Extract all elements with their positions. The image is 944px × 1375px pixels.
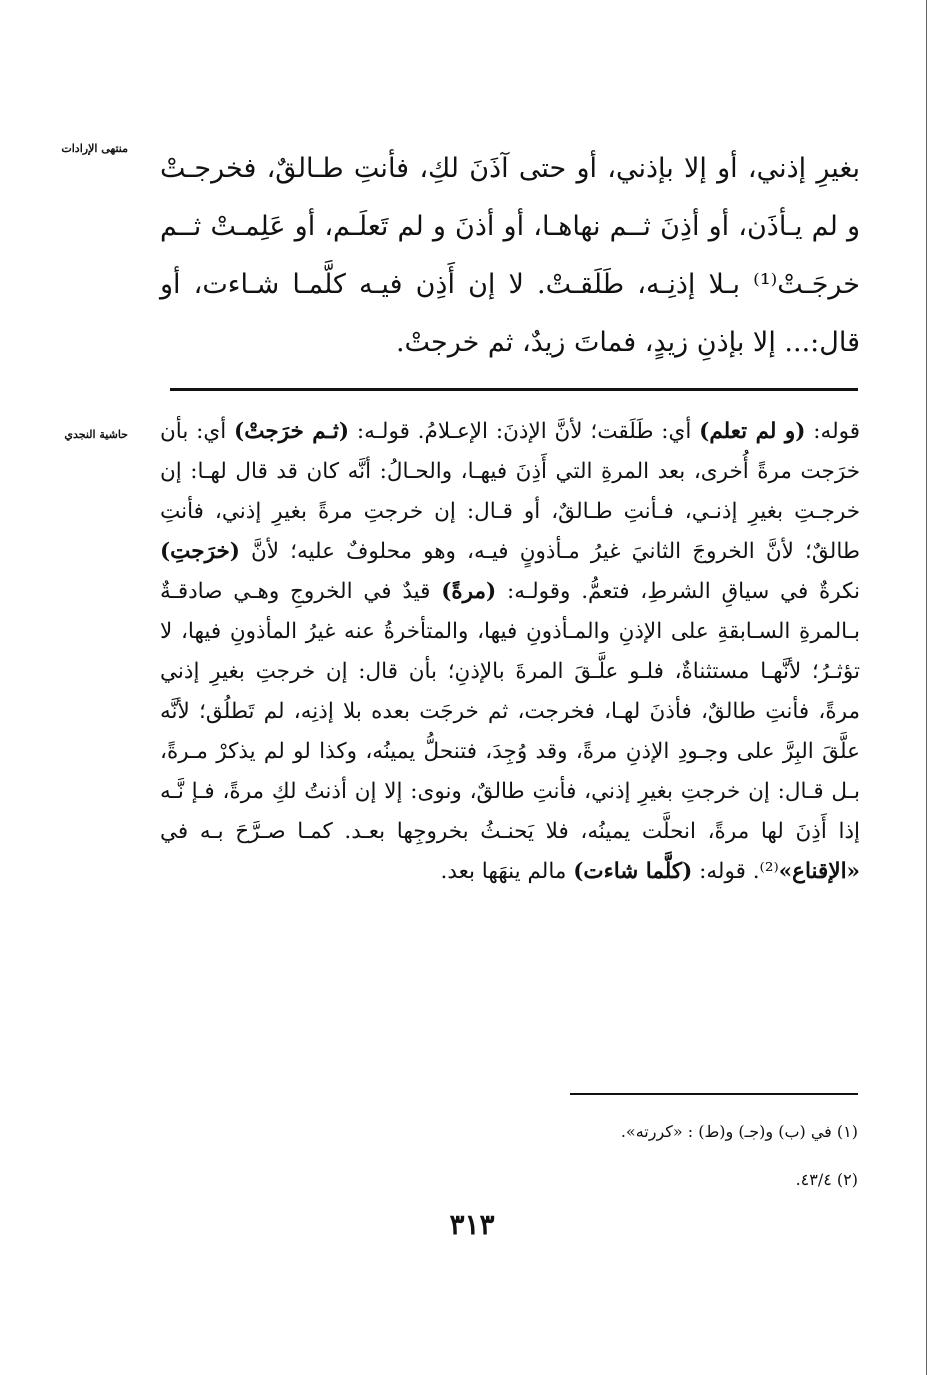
commentary-segment: مالم ينهَها بعد. bbox=[440, 859, 574, 884]
commentary-bold-term: (كلَّما شاءت) bbox=[573, 859, 693, 884]
commentary-segment: أي: طَلَقت؛ لأنَّ الإذنَ: الإعـلامُ. قولـه: bbox=[349, 419, 700, 444]
main-text bbox=[160, 140, 860, 372]
commentary-paragraph bbox=[160, 412, 860, 892]
commentary-bold-term: (ثـم خرَجتْ) bbox=[234, 419, 350, 444]
commentary-segment: قوله: bbox=[805, 419, 861, 444]
commentary-bold-term: «الإقناع» bbox=[778, 859, 860, 884]
footnote-divider bbox=[570, 1093, 858, 1095]
commentary-bold-term: (و لم تعلم) bbox=[699, 419, 806, 444]
footnotes bbox=[500, 1108, 858, 1204]
footnote-2: (٢) ٤٣/٤. bbox=[795, 1170, 858, 1189]
commentary-text bbox=[160, 412, 860, 892]
commentary-segment: ⁽²⁾. قوله: bbox=[692, 859, 779, 884]
section-divider bbox=[170, 388, 858, 391]
page-edge-line bbox=[926, 0, 927, 1375]
footnote-1: (١) في (ب) و(جـ) و(ط) : «كررته». bbox=[620, 1122, 858, 1141]
commentary-segment: قيدٌ في الخروجِ وهـي صادقـةٌ بـالمرةِ السـابقةِ على الإذنِ والمـأذونِ فيها، والمتأخرةُ عنه غيرُ المأذونِ فيها، لا تؤثـرُ؛ لأنَّهـا مستثناةٌ، فلـو علَّـقَ المرةَ بالإذنِ؛ بأن قال: إن خرجتِ بغيرِ إذني مرةً، فأنتِ طالقٌ، فأذنَ لهـا، فخرجت، ثم خرجَت بعده بلا إذنِه، لم تَطلُق؛ لأنَّه علَّقَ البِرَّ على وجـودِ الإذنِ مرةً، وقد وُجِدَ، فتنحلُّ يمينُه، وكذا لو لم يذكرْ مـرةً، بـل قـال: إن خرجتِ بغيرِ إذني، فأنتِ طالقٌ، ونوى: إلا إن أذنتُ لكِ مرةً، فـإ نَّـه إذا أَذِنَ لها مرةً، انحلَّت يمينُه، فلا يَحنـثُ بخروجِها بعـد. كمـا صـرَّحَ بـه في bbox=[160, 579, 860, 844]
main-paragraph: بغيرِ إذني، أو إلا بإذني، أو حتى آذَنَ لكِ، فأنتِ طـالقٌ، فخرجـتْ و لم يـأذَن، أو أذِنَ ثــم نهاهـا، أو أذنَ و لم تَعلَـم، أو عَلِمـتْ ثــم خرجَـتْ⁽¹⁾ بـلا إذنِـه، طَلَقـتْ. لا إن أَذِن فيـه كلَّمـا شـاءت، أو قال:... إلا بإذنِ زيدٍ، فماتَ زيدٌ، ثم خرجتْ. bbox=[160, 153, 860, 358]
commentary-segment: نكرةٌ في سياقِ الشرطِ، فتعمُّ. وقولـه: bbox=[496, 579, 861, 604]
commentary-segment: أي: بأن خرَجت مرةً أُخرى، بعد المرةِ التي أَذِنَ فيهـا، والحـالُ: أنَّه كان قد قال لهـا: إن خرجـتِ بغيرِ إذنـي، فـأنتِ طـالقٌ، أو قـال: إن خرجتِ مرةً بغيرِ إذني، فأنتِ طالقٌ؛ لأنَّ الخروجَ الثانيَ غيرُ مـأذونٍ فيـه، وهو محلوفٌ عليه؛ لأنَّ bbox=[160, 419, 860, 564]
page-number: ٣١٣ bbox=[449, 1208, 495, 1241]
commentary-bold-term: (مرةً) bbox=[441, 579, 497, 604]
side-label-commentary: حاشية النجدي bbox=[64, 428, 128, 441]
commentary-bold-term: (خرَجتِ) bbox=[160, 539, 240, 564]
side-label-main: منتهى الإرادات bbox=[61, 142, 128, 155]
